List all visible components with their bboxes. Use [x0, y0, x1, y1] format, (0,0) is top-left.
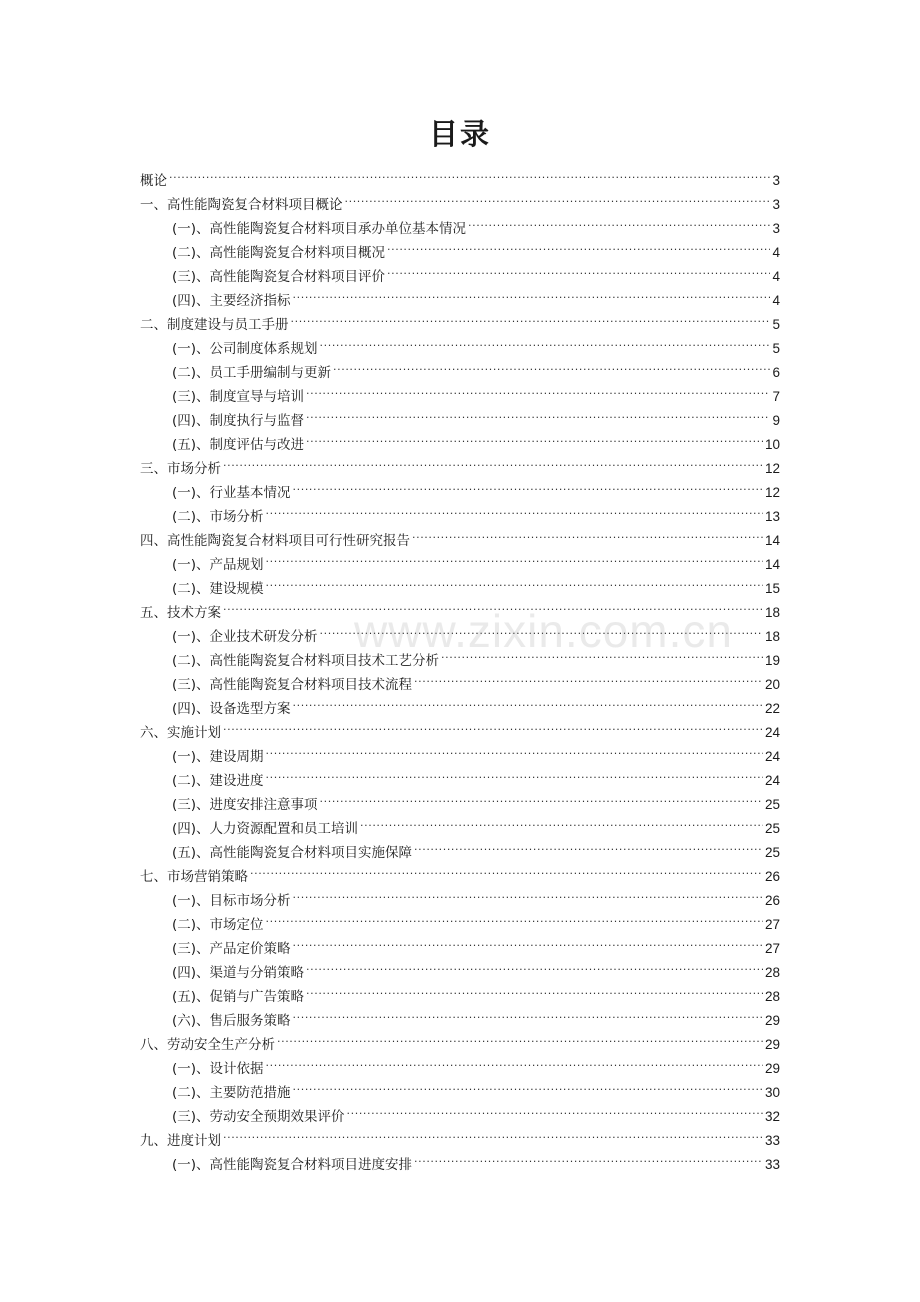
toc-leader-dots: [468, 209, 770, 233]
toc-entry[interactable]: [140, 737, 780, 765]
toc-leader-dots: [293, 281, 771, 305]
toc-leader-dots: [414, 665, 763, 689]
toc-entry-page-number: 10: [764, 437, 780, 452]
toc-leader-dots: [347, 1097, 763, 1121]
toc-leader-dots: [306, 377, 770, 401]
toc-entry-page-number: 20: [764, 677, 780, 692]
toc-leader-dots: [223, 1121, 763, 1145]
toc-entry-label: (四)、渠道与分销策略: [172, 965, 305, 981]
toc-entry-page-number: 3: [772, 221, 780, 236]
toc-entry-page-number: 26: [764, 893, 780, 908]
toc-entry-label: (一)、建设周期: [172, 749, 264, 765]
toc-entry[interactable]: [140, 185, 780, 213]
toc-leader-dots: [306, 977, 763, 1001]
toc-leader-dots: [333, 353, 770, 377]
toc-entry-label: 三、市场分析: [140, 461, 221, 477]
toc-leader-dots: [293, 929, 763, 953]
toc-entry-page-number: 5: [772, 341, 780, 356]
toc-leader-dots: [293, 1001, 763, 1025]
toc-leader-dots: [293, 1073, 763, 1097]
toc-leader-dots: [266, 569, 763, 593]
toc-entry-label: 五、技术方案: [140, 605, 221, 621]
toc-entry-label: (四)、设备选型方案: [172, 701, 291, 717]
toc-entry-page-number: 13: [764, 509, 780, 524]
toc-entry-page-number: 27: [764, 941, 780, 956]
toc-leader-dots: [223, 593, 763, 617]
toc-entry-page-number: 19: [764, 653, 780, 668]
toc-entry-label: 一、高性能陶瓷复合材料项目概论: [140, 197, 343, 213]
toc-entry-label: (四)、主要经济指标: [172, 293, 291, 309]
toc-leader-dots: [387, 257, 770, 281]
toc-entry-page-number: 12: [764, 461, 780, 476]
toc-leader-dots: [412, 521, 763, 545]
toc-entry-label: (五)、制度评估与改进: [172, 437, 305, 453]
toc-entry-page-number: 33: [764, 1133, 780, 1148]
toc-entry-page-number: 4: [772, 293, 780, 308]
toc-entry-page-number: 4: [772, 245, 780, 260]
toc-entry-label: (一)、公司制度体系规划: [172, 341, 318, 357]
toc-entry-page-number: 22: [764, 701, 780, 716]
toc-entry-label: (二)、高性能陶瓷复合材料项目技术工艺分析: [172, 653, 440, 669]
toc-entry-label: (一)、产品规划: [172, 557, 264, 573]
toc-entry-page-number: 25: [764, 821, 780, 836]
toc-entry-page-number: 9: [772, 413, 780, 428]
toc-entry-page-number: 30: [764, 1085, 780, 1100]
toc-entry-page-number: 6: [772, 365, 780, 380]
toc-entry-page-number: 25: [764, 845, 780, 860]
toc-entry-page-number: 18: [764, 629, 780, 644]
toc-leader-dots: [250, 857, 763, 881]
toc-entry-label: (一)、行业基本情况: [172, 485, 291, 501]
toc-entry-label: (二)、建设进度: [172, 773, 264, 789]
toc-entry-label: (一)、设计依据: [172, 1061, 264, 1077]
toc-entry-page-number: 5: [772, 317, 780, 332]
toc-entry-label: (一)、高性能陶瓷复合材料项目承办单位基本情况: [172, 221, 467, 237]
toc-leader-dots: [169, 161, 770, 185]
toc-entry-label: (五)、高性能陶瓷复合材料项目实施保障: [172, 845, 413, 861]
toc-leader-dots: [320, 617, 763, 641]
toc-entry-label: 二、制度建设与员工手册: [140, 317, 289, 333]
toc-entry[interactable]: [140, 449, 780, 477]
toc-entry-page-number: 26: [764, 869, 780, 884]
toc-entry-label: (一)、企业技术研发分析: [172, 629, 318, 645]
toc-entry-page-number: 29: [764, 1013, 780, 1028]
toc-leader-dots: [293, 473, 763, 497]
toc-leader-dots: [266, 545, 763, 569]
toc-entry-label: (三)、进度安排注意事项: [172, 797, 318, 813]
toc-entry-label: (二)、市场分析: [172, 509, 264, 525]
toc-leader-dots: [306, 425, 763, 449]
toc-entry[interactable]: [140, 1145, 780, 1173]
toc-entry-page-number: 14: [764, 557, 780, 572]
toc-entry-label: 七、市场营销策略: [140, 869, 248, 885]
toc-entry-page-number: 14: [764, 533, 780, 548]
toc-entry-label: (二)、主要防范措施: [172, 1085, 291, 1101]
toc-entry-label: 八、劳动安全生产分析: [140, 1037, 275, 1053]
toc-entry-label: 概论: [140, 173, 167, 189]
toc-entry-page-number: 25: [764, 797, 780, 812]
toc-entry-page-number: 29: [764, 1061, 780, 1076]
toc-leader-dots: [223, 449, 763, 473]
toc-leader-dots: [293, 689, 763, 713]
toc-entry[interactable]: [140, 593, 780, 621]
table-of-contents: [140, 161, 780, 1173]
toc-leader-dots: [266, 497, 763, 521]
toc-entry[interactable]: [140, 713, 780, 741]
toc-entry-label: (一)、高性能陶瓷复合材料项目进度安排: [172, 1157, 413, 1173]
toc-entry-label: (六)、售后服务策略: [172, 1013, 291, 1029]
toc-leader-dots: [414, 833, 763, 857]
toc-entry-label: 四、高性能陶瓷复合材料项目可行性研究报告: [140, 533, 410, 549]
toc-entry-label: (三)、制度宣导与培训: [172, 389, 305, 405]
toc-entry-page-number: 29: [764, 1037, 780, 1052]
toc-entry-label: 九、进度计划: [140, 1133, 221, 1149]
toc-entry-label: (二)、建设规模: [172, 581, 264, 597]
toc-entry-label: (二)、市场定位: [172, 917, 264, 933]
toc-entry-page-number: 24: [764, 773, 780, 788]
toc-entry-label: 六、实施计划: [140, 725, 221, 741]
toc-leader-dots: [291, 305, 771, 329]
toc-entry-page-number: 7: [772, 389, 780, 404]
toc-entry-page-number: 18: [764, 605, 780, 620]
watermark: www.zixin.com.cn: [354, 605, 733, 657]
toc-title: 目录: [428, 117, 491, 151]
toc-leader-dots: [345, 185, 771, 209]
toc-leader-dots: [360, 809, 763, 833]
toc-entry-label: (二)、高性能陶瓷复合材料项目概况: [172, 245, 386, 261]
toc-entry-page-number: 3: [772, 173, 780, 188]
toc-entry-label: (四)、制度执行与监督: [172, 413, 305, 429]
toc-leader-dots: [277, 1025, 763, 1049]
toc-leader-dots: [266, 737, 763, 761]
toc-entry-label: (五)、促销与广告策略: [172, 989, 305, 1005]
toc-leader-dots: [441, 641, 763, 665]
toc-entry-page-number: 12: [764, 485, 780, 500]
toc-entry-label: (三)、劳动安全预期效果评价: [172, 1109, 345, 1125]
toc-entry-page-number: 24: [764, 749, 780, 764]
toc-entry-page-number: 28: [764, 989, 780, 1004]
toc-entry[interactable]: [140, 161, 780, 189]
toc-leader-dots: [320, 329, 771, 353]
toc-entry-label: (三)、产品定价策略: [172, 941, 291, 957]
toc-leader-dots: [266, 1049, 763, 1073]
toc-entry-page-number: 32: [764, 1109, 780, 1124]
toc-entry-label: (二)、员工手册编制与更新: [172, 365, 332, 381]
toc-leader-dots: [293, 881, 763, 905]
toc-leader-dots: [320, 785, 763, 809]
toc-entry-page-number: 3: [772, 197, 780, 212]
toc-entry-page-number: 15: [764, 581, 780, 596]
toc-leader-dots: [306, 953, 763, 977]
toc-entry-page-number: 24: [764, 725, 780, 740]
toc-entry-label: (三)、高性能陶瓷复合材料项目评价: [172, 269, 386, 285]
toc-leader-dots: [266, 905, 763, 929]
toc-entry-page-number: 4: [772, 269, 780, 284]
toc-leader-dots: [387, 233, 770, 257]
toc-leader-dots: [414, 1145, 763, 1169]
toc-leader-dots: [223, 713, 763, 737]
toc-entry-label: (三)、高性能陶瓷复合材料项目技术流程: [172, 677, 413, 693]
toc-entry-page-number: 28: [764, 965, 780, 980]
toc-entry-page-number: 33: [764, 1157, 780, 1172]
toc-entry-label: (四)、人力资源配置和员工培训: [172, 821, 359, 837]
toc-entry-page-number: 27: [764, 917, 780, 932]
toc-leader-dots: [266, 761, 763, 785]
toc-entry-label: (一)、目标市场分析: [172, 893, 291, 909]
toc-entry[interactable]: [140, 1121, 780, 1149]
toc-entry[interactable]: [140, 473, 780, 501]
toc-leader-dots: [306, 401, 770, 425]
